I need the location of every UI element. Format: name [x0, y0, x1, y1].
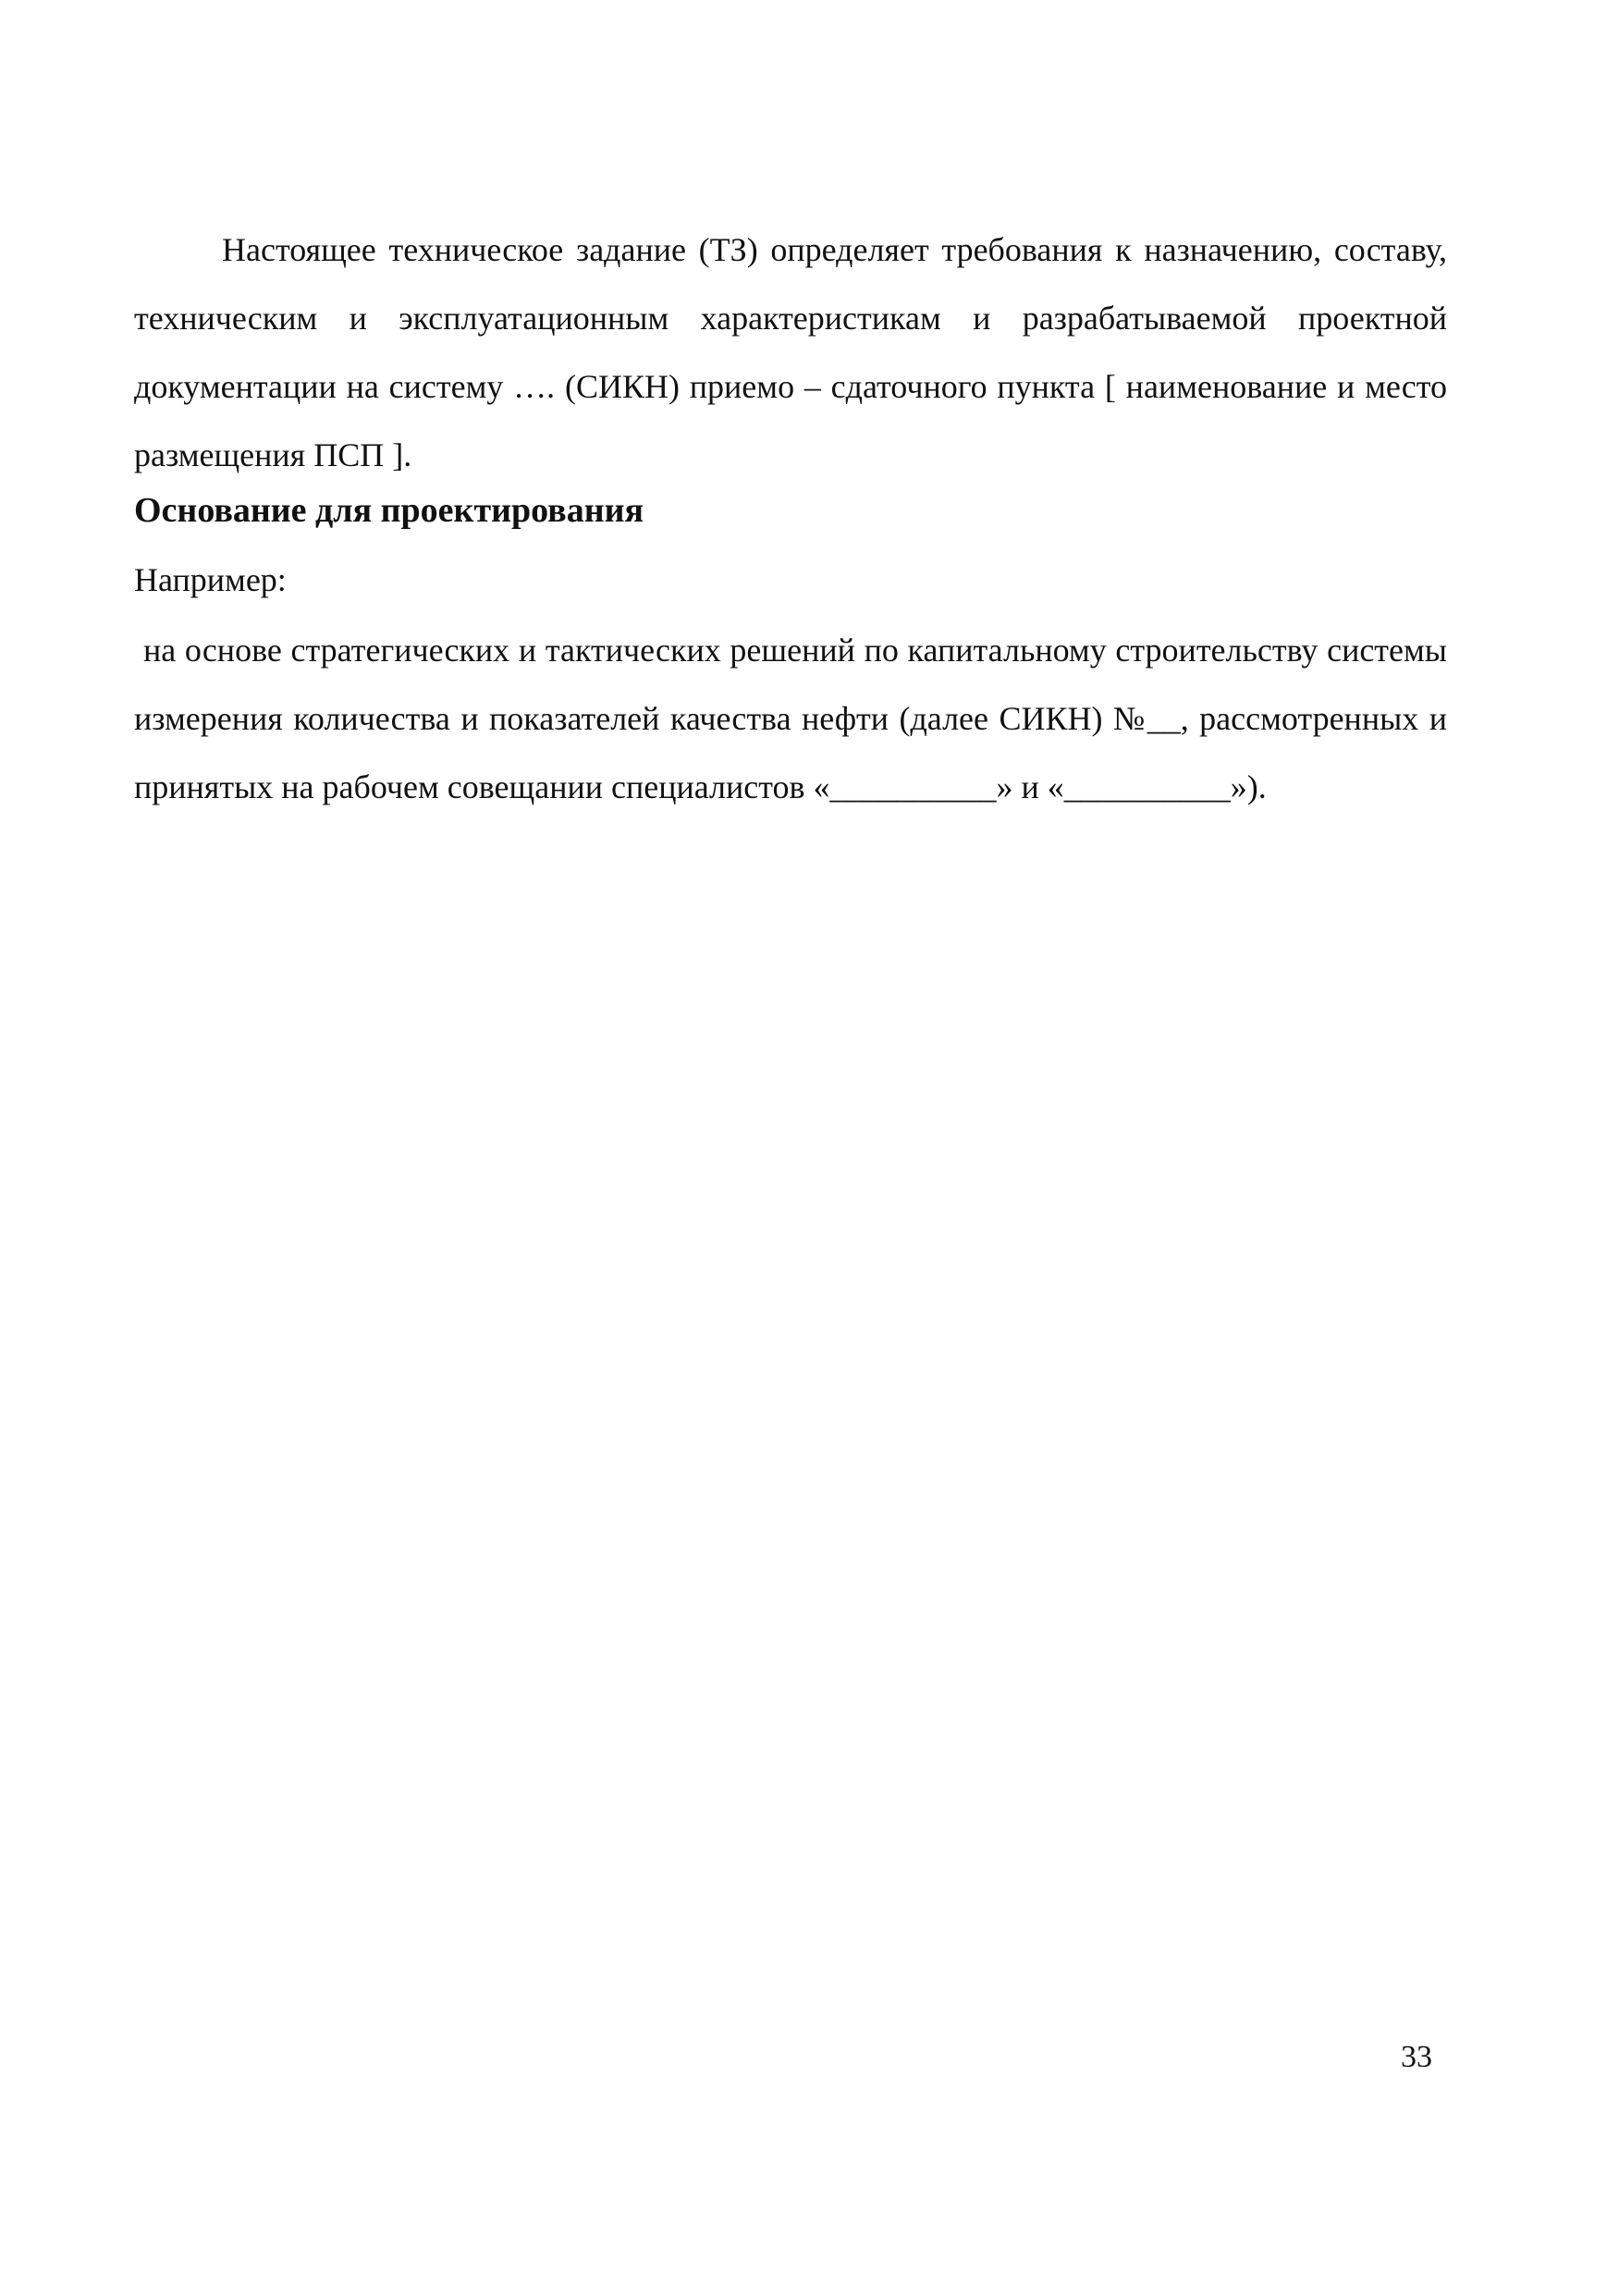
intro-paragraph: Настоящее техническое задание (ТЗ) определяет требования к назначению, составу, техническим и эксплуатационным характеристикам и разрабатываемой проектной документации на систему …. (СИКН) приемо – сдаточного пункта [ наименование и место размещения ПСП ]. — [134, 231, 1447, 473]
example-label: Например: — [134, 561, 287, 598]
page-number: 33 — [1401, 2040, 1432, 2074]
example-paragraph: на основе стратегических и тактических решений по капитальному строительству системы измерения количества и показателей качества нефти (далее СИКН) №__, рассмотренных и принятых на рабочем совещании специалистов «__________» и «__________»). — [134, 632, 1447, 805]
section-heading: Основание для проектирования — [134, 491, 644, 530]
